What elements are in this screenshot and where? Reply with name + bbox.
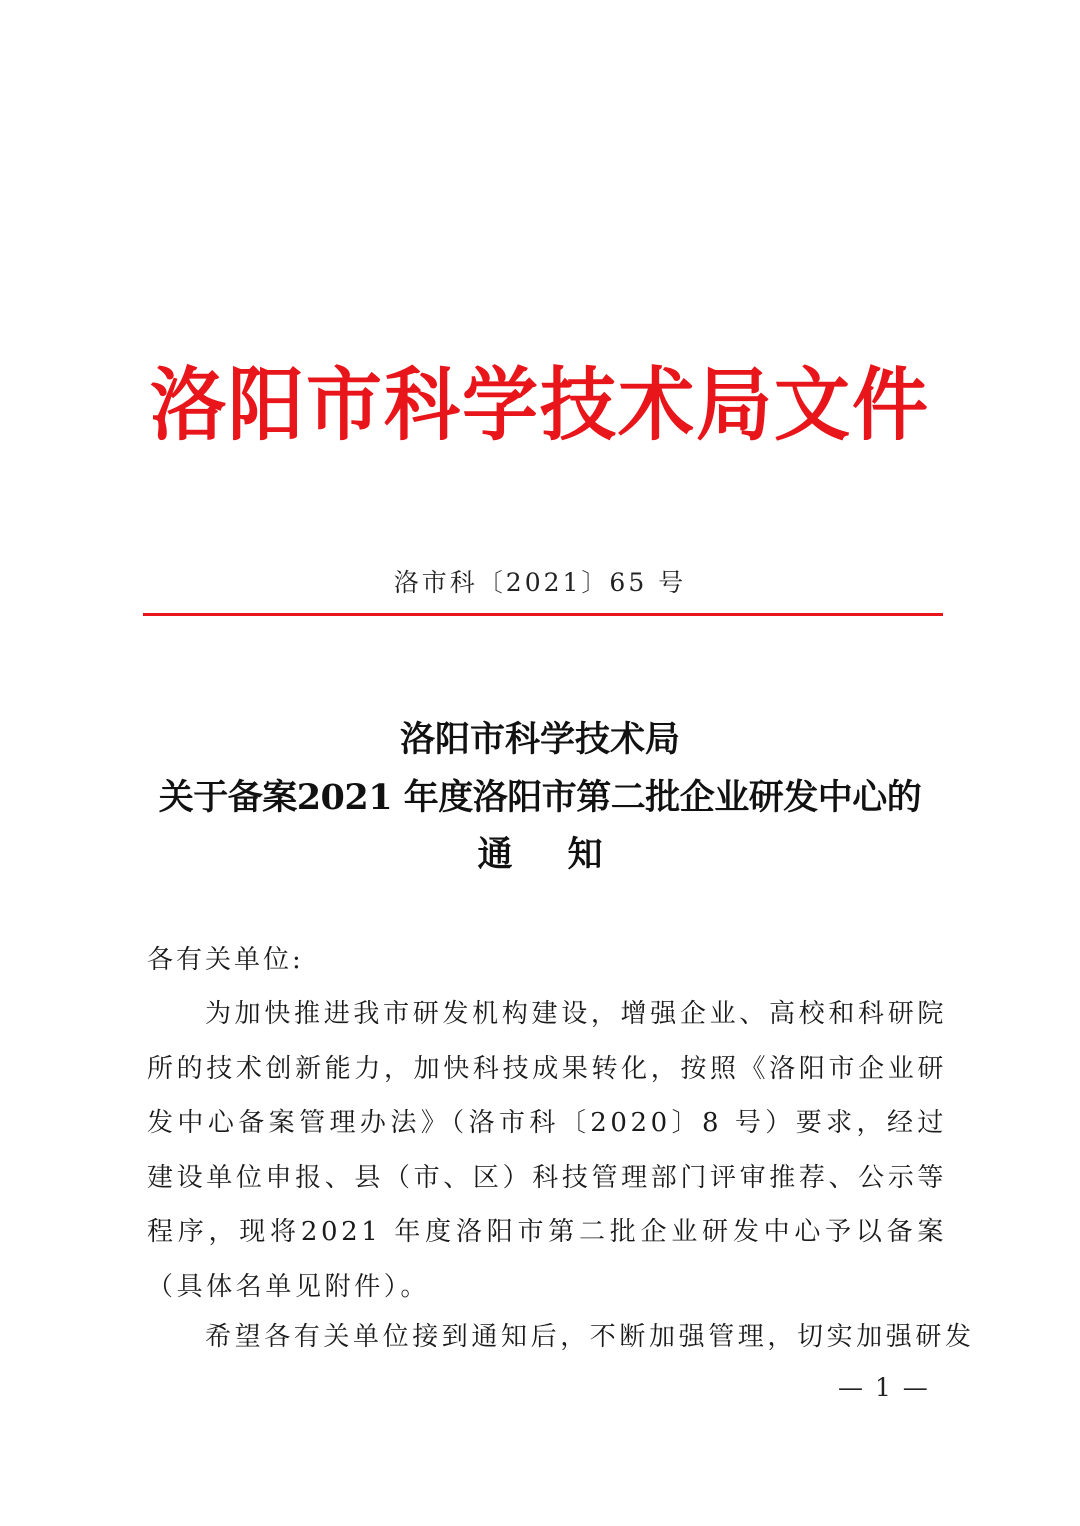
body-paragraph-2: 希望各有关单位接到通知后，不断加强管理，切实加强研发: [205, 1322, 975, 1352]
page-number: — 1 —: [838, 1373, 930, 1402]
title-line-2: 关于备案2021 年度洛阳市第二批企业研发中心的: [158, 777, 922, 818]
body-paragraph-1: 为加快推进我市研发机构建设，增强企业、高校和科研院所的技术创新能力，加快科技成果转化，按照《洛阳市企业研发中心备案管理办法》（洛市科〔2020〕8 号）要求，经过建设单位申报、县（市、区）科技管理部门评审推荐、公示等程序，现将2021 年度洛阳市第二批企业研发中心予以备案（具体名单见附件）。: [147, 999, 947, 1302]
title-line-3: 通知: [477, 834, 658, 875]
title-line-1: 洛阳市科学技术局: [399, 719, 680, 760]
red-divider-line: [143, 613, 943, 616]
salutation: 各有关单位:: [147, 945, 304, 975]
document-number: 洛市科〔2021〕65 号: [393, 568, 687, 597]
document-masthead: 洛阳市科学技术局文件: [150, 357, 930, 452]
